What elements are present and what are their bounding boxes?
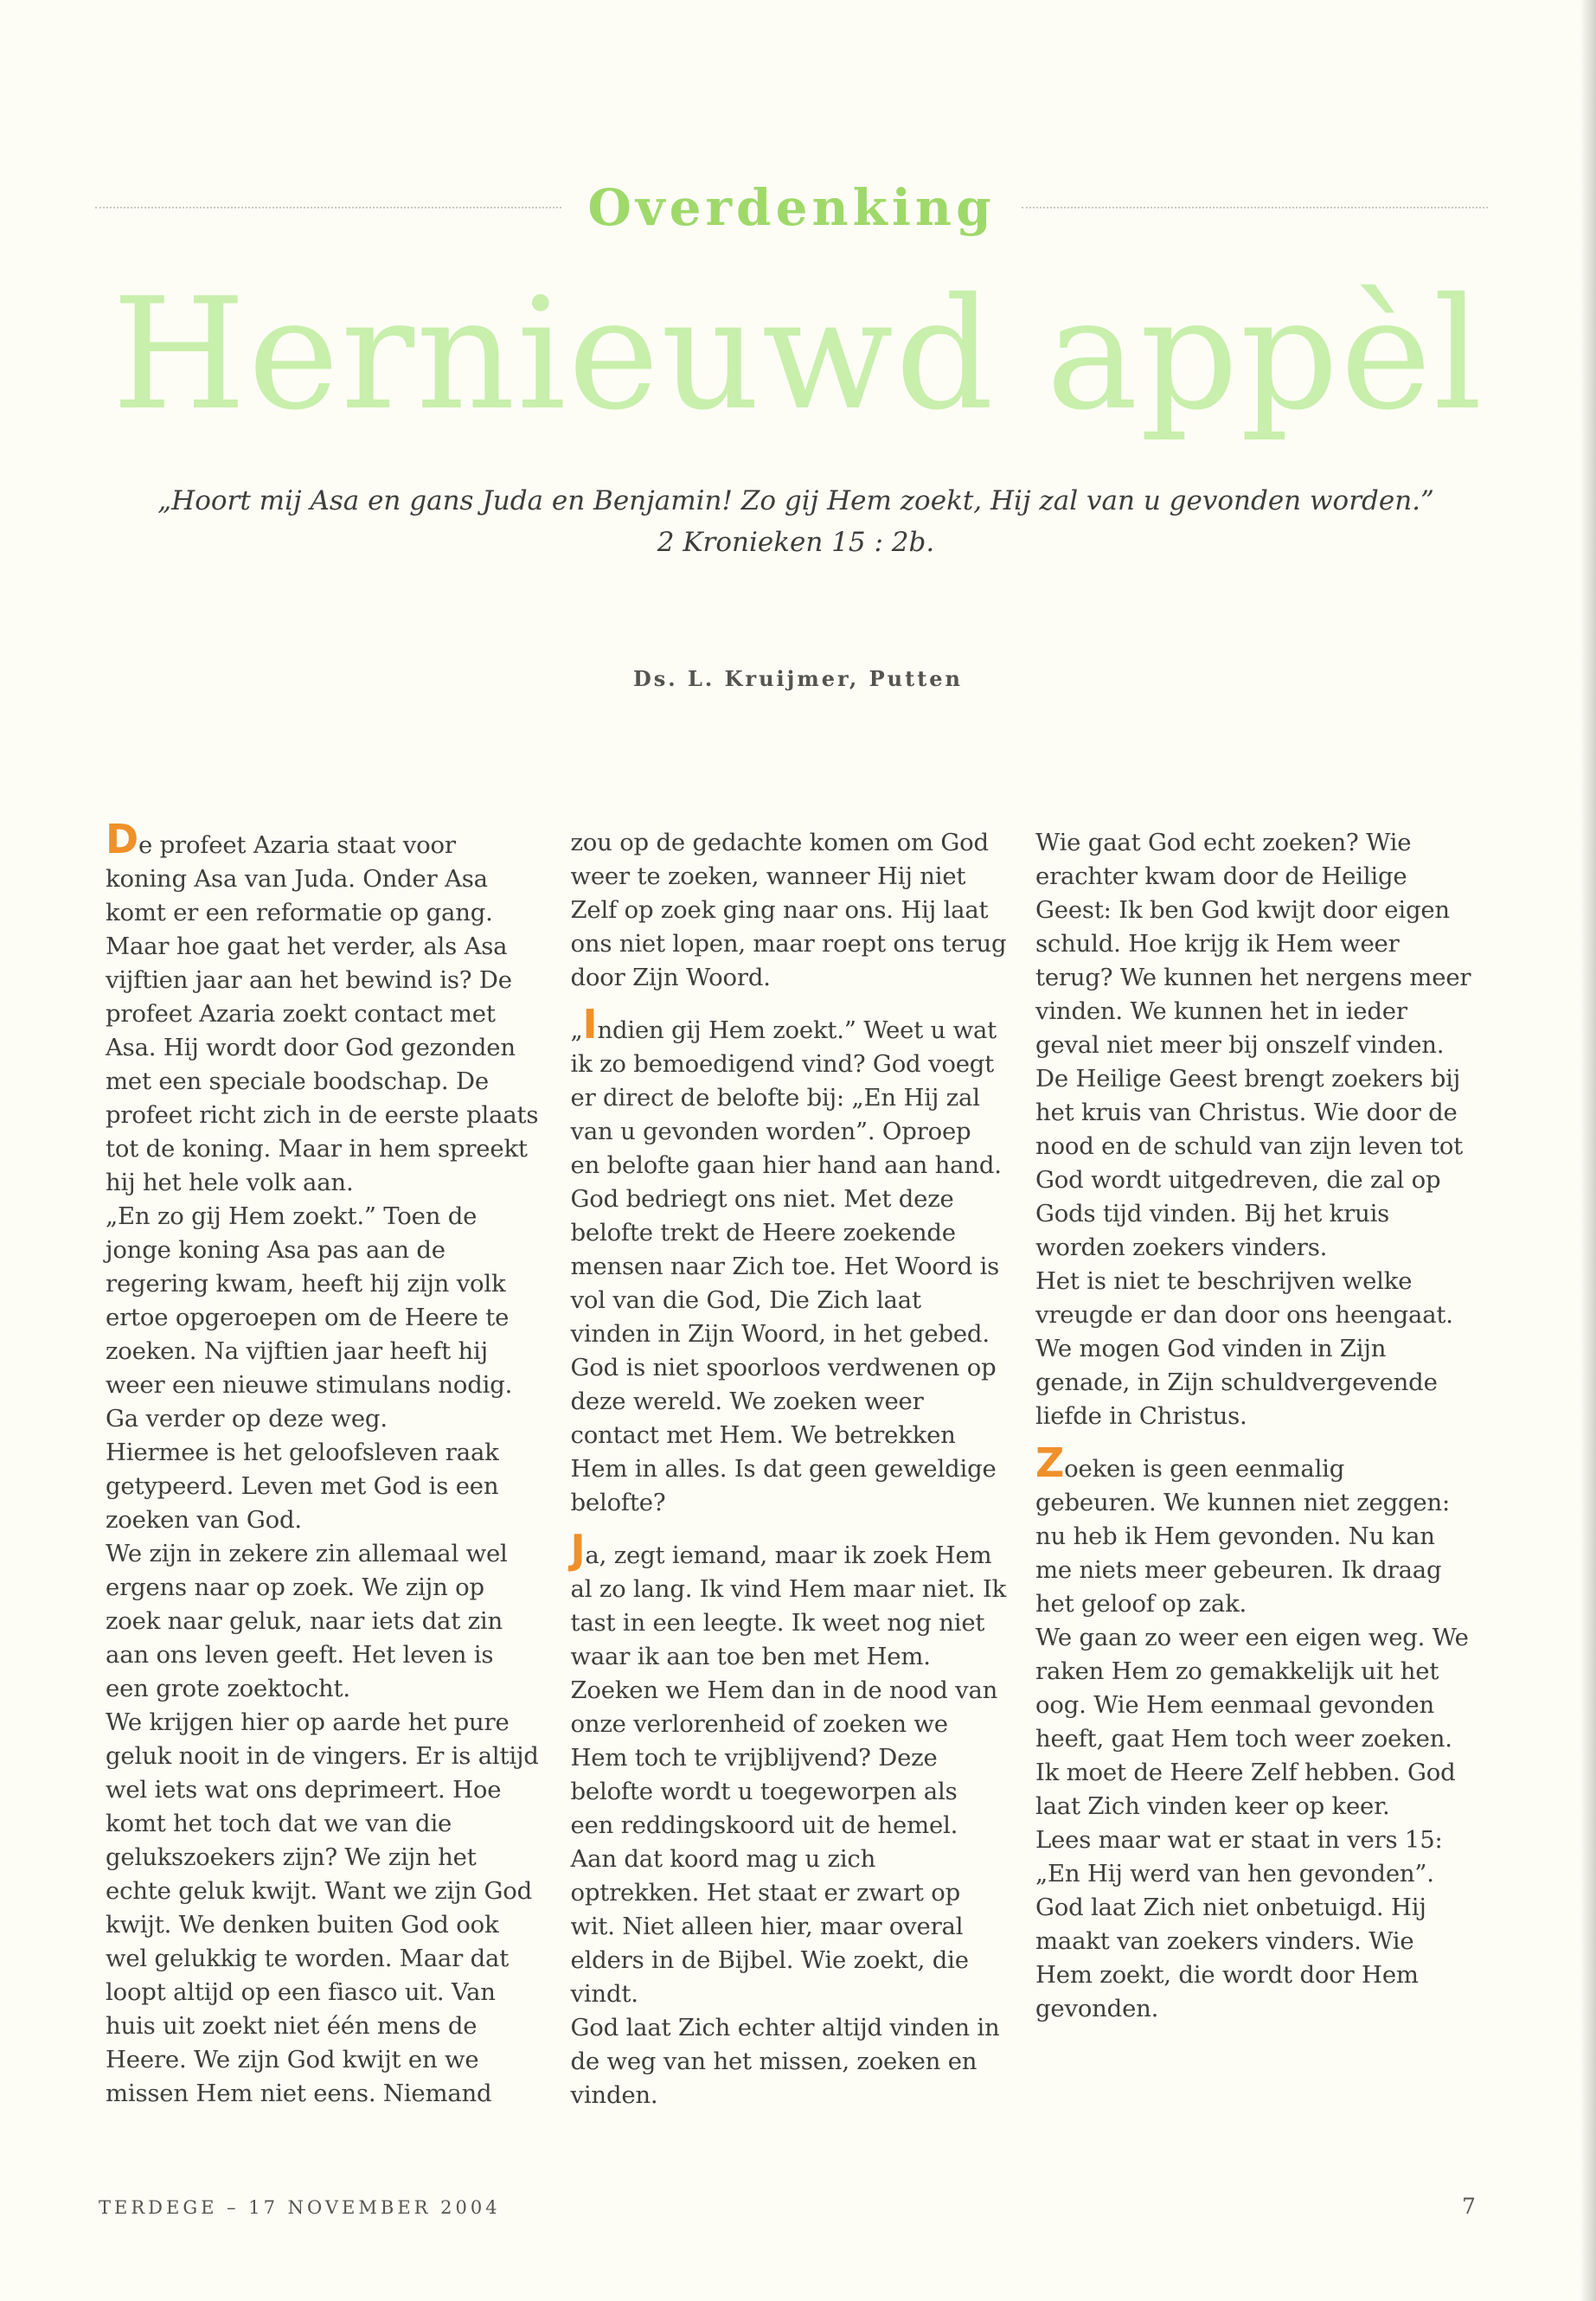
- column-2: [571, 826, 1008, 2158]
- section-header: [95, 173, 1488, 242]
- paragraph: zou op de gedachte komen om God weer te zoeken, wanneer Hij niet Zelf op zoek ging naar ons. Hij laat ons niet lopen, maar roept ons terug door Zijn Woord.: [570, 829, 1007, 991]
- page-edge-shadow: [1580, 0, 1596, 2301]
- paragraph: Lees maar wat er staat in vers 15: „En Hij werd van hen gevonden”. God laat Zich niet onbetuigd. Hij maakt van zoekers vinders. Wie Hem zoekt, die wordt door Hem gevonden.: [1035, 1826, 1443, 2022]
- paragraph-text: e profeet Azaria staat voor koning Asa van Juda. Onder Asa komt er een reformatie op gang. Maar hoe gaat het verder, als Asa vijftien jaar aan het bewind is? De profeet Azaria zoekt contact met Asa. Hij wordt door God gezonden met een speciale boodschap. De profeet richt zich in de eerste plaats tot de koning. Maar in hem spreekt hij het hele volk aan.: [106, 831, 539, 1196]
- author-byline: Ds. L. Kruijmer, Putten: [632, 666, 964, 691]
- opening-quote-mark: „: [570, 1016, 583, 1044]
- paragraph: [1035, 1439, 1472, 1621]
- paragraph: We krijgen hier op aarde het pure geluk nooit in de vingers. Er is altijd wel iets wat ons deprimeert. Hoe komt het toch dat we van die gelukszoekers zijn? We zijn het echte geluk kwijt. Want we zijn God kwijt. We denken buiten God ook wel gelukkig te worden. Maar dat loopt altijd op een fiasco uit. Van huis uit zoekt niet één mens de Heere. We zijn God kwijt en we missen Hem niet eens. Niemand: [106, 1708, 539, 2107]
- paragraph: [570, 1001, 1008, 1183]
- paragraph: De Heilige Geest brengt zoekers bij het kruis van Christus. Wie door de nood en de schuld van zijn leven tot God wordt uitgedreven, die zal op Gods tijd vinden. Bij het kruis worden zoekers vinders.: [1035, 1065, 1464, 1261]
- section-label: Overdenking: [587, 178, 996, 237]
- paragraph: Wie gaat God echt zoeken? Wie erachter kwam door de Heilige Geest: Ik ben God kwijt door eigen schuld. Hoe krijg ik Hem weer terug? We kunnen het nergens meer vinden. We kunnen het in ieder geval niet meer bij onszelf vinden.: [1035, 829, 1471, 1059]
- paragraph-text: oeken is geen eenmalig gebeuren. We kunnen niet zeggen: nu heb ik Hem gevonden. Nu kan me niets meer gebeuren. Ik draag het geloof op zak.: [1035, 1455, 1451, 1618]
- article-title: Hernieuwd appèl: [112, 265, 1484, 444]
- dropcap: I: [582, 1001, 598, 1048]
- paragraph: Het is niet te beschrijven welke vreugde er dan door ons heengaat. We mogen God vinden in Zijn genade, in Zijn schuldvergevende liefde in Christus.: [1035, 1267, 1453, 1430]
- paragraph-text: a, zegt iemand, maar ik zoek Hem al zo lang. Ik vind Hem maar niet. Ik tast in een leegte. Ik weet nog niet waar ik aan toe ben met Hem. Zoeken we Hem dan in de nood van onze verlorenheid of zoeken we Hem toch te vrijblijvend? Deze belofte wordt u toegeworpen als een reddingskoord uit de hemel. Aan dat koord mag u zich optrekken. Het staat er zwart op wit. Niet alleen hier, maar overal elders in de Bijbel. Wie zoekt, die vindt.: [570, 1541, 1007, 2008]
- dropcap: J: [570, 1526, 586, 1573]
- paragraph-text: ndien gij Hem zoekt.” Weet u wat ik zo bemoedigend vind? God voegt er direct de belofte bij: „En Hij zal van u gevonden worden”. Oproep en belofte gaan hier hand aan hand.: [570, 1016, 1002, 1179]
- dropcap: D: [106, 816, 138, 862]
- quote-reference: 2 Kronieken 15 : 2b.: [657, 527, 935, 558]
- quote-text: „Hoort mij Asa en gans Juda en Benjamin! Zo gij Hem zoekt, Hij zal van u gevonden worden.”: [157, 485, 1434, 516]
- paragraph: We zijn in zekere zin allemaal wel ergens naar op zoek. We zijn op zoek naar geluk, naar iets dat zin aan ons leven geeft. Het leven is een grote zoektocht.: [106, 1540, 508, 1702]
- paragraph: We gaan zo weer een eigen weg. We raken Hem zo gemakkelijk uit het oog. Wie Hem eenmaal gevonden heeft, gaat Hem toch weer zoeken. Ik moet de Heere Zelf hebben. God laat Zich vinden keer op keer.: [1035, 1624, 1469, 1820]
- paragraph: God laat Zich echter altijd vinden in de weg van het missen, zoeken en vinden.: [570, 2014, 1000, 2109]
- article-body: [106, 816, 1472, 2158]
- scripture-quote: [87, 480, 1505, 563]
- header-rule-right: [1022, 207, 1488, 208]
- paragraph: [570, 1526, 1008, 2011]
- dropcap: Z: [1035, 1439, 1065, 1486]
- column-3: [1035, 826, 1472, 2158]
- page-number: 7: [1462, 2194, 1476, 2219]
- paragraph: „En zo gij Hem zoekt.” Toen de jonge koning Asa pas aan de regering kwam, heeft hij zijn volk ertoe opgeroepen om de Heere te zoeken. Na vijftien jaar heeft hij weer een nieuwe stimulans nodig. Ga verder op deze weg.: [106, 1202, 513, 1433]
- paragraph: [106, 816, 542, 1200]
- column-1: [106, 816, 542, 2158]
- footer-publication: TERDEGE – 17 NOVEMBER 2004: [99, 2197, 501, 2218]
- paragraph: God bedriegt ons niet. Met deze belofte trekt de Heere zoekende mensen naar Zich toe. Het Woord is vol van die God, Die Zich laat vinden in Zijn Woord, in het gebed. God is niet spoorloos verdwenen op deze wereld. We zoeken weer contact met Hem. We betrekken Hem in alles. Is dat geen geweldige belofte?: [570, 1185, 1000, 1516]
- paragraph: Hiermee is het geloofsleven raak getypeerd. Leven met God is een zoeken van God.: [106, 1439, 499, 1534]
- header-rule-left: [95, 207, 561, 208]
